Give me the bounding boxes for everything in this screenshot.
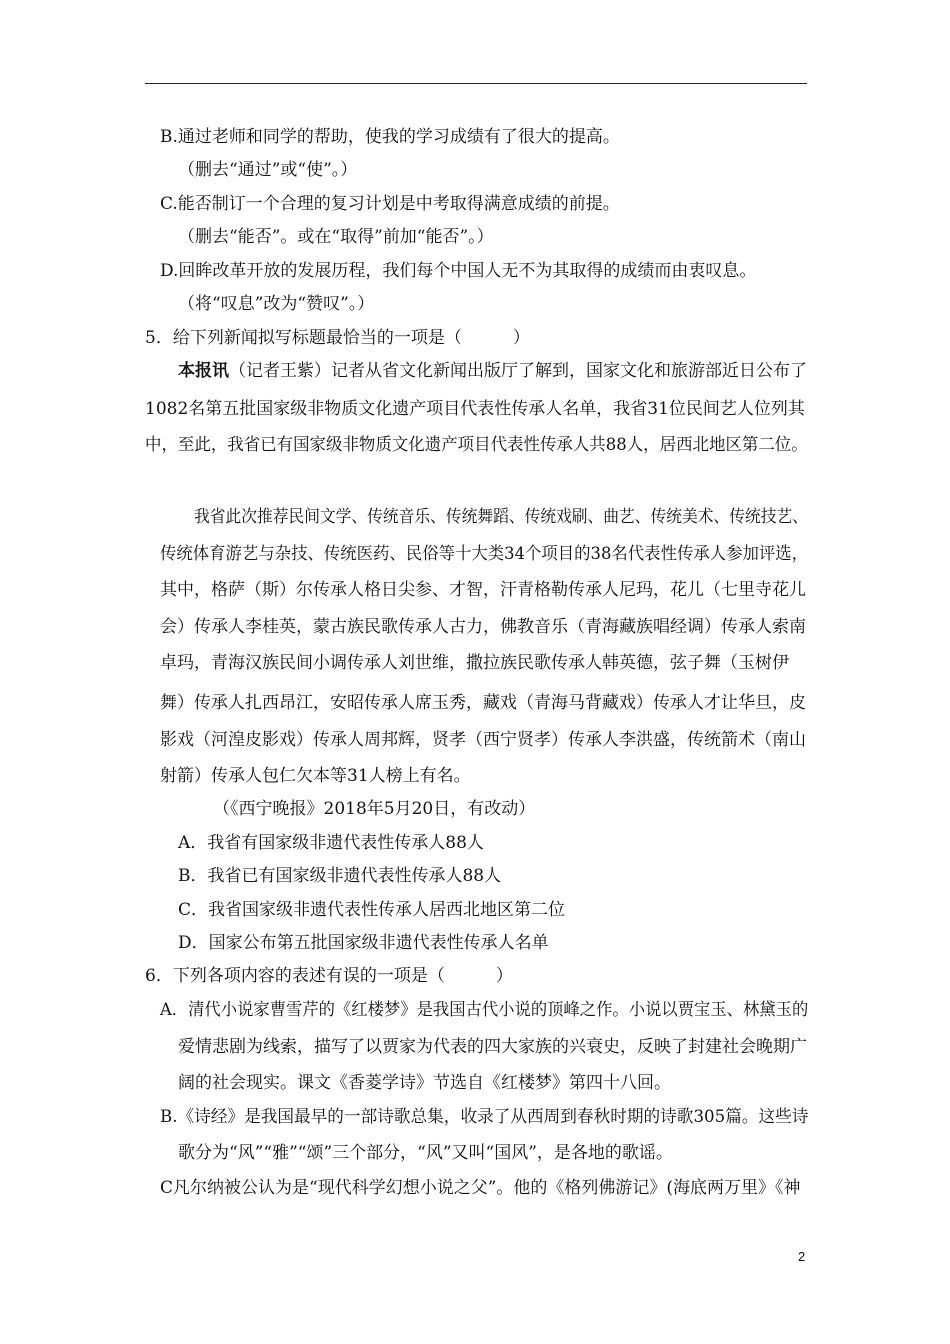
q6-option-a-line-2: 爱情悲剧为线索，描写了以贾家为代表的四大家族的兴衰史，反映了封建社会晚期广	[178, 1037, 807, 1057]
option-c-line: C.能否制订一个合理的复习计划是中考取得满意成绩的前提。	[160, 194, 620, 214]
lead-text: （记者王紫）记者从省文化新闻出版厅了解到，国家文化和旅游部近日公布了	[229, 361, 807, 381]
q5-option-b: B．我省已有国家级非遗代表性传承人88人	[178, 866, 502, 886]
question-5: 5．给下列新闻拟写标题最恰当的一项是（ ）	[145, 328, 530, 348]
news-body-line-3: 其中，格萨（斯）尔传承人格日尖参、才智，汗青格勒传承人尼玛，花儿（七里寺花儿	[160, 580, 806, 600]
q6-option-b-line-1: B.《诗经》是我国最早的一部诗歌总集，收录了从西周到春秋时期的诗歌305篇。这些诗	[160, 1107, 809, 1127]
news-body-line-7: 影戏（河湟皮影戏）传承人周邦辉，贤孝（西宁贤孝）传承人李洪盛，传统箭术（南山	[160, 730, 806, 750]
news-lead-line-1	[178, 359, 807, 383]
news-lead-line-2: 1082名第五批国家级非物质文化遗产项目代表性传承人名单，我省31位民间艺人位列其	[145, 399, 805, 419]
option-d-line: D.回眸改革开放的发展历程，我们每个中国人无不为其取得的成绩而由衷叹息。	[160, 261, 757, 281]
q6-option-a-line-3: 阔的社会现实。课文《香菱学诗》节选自《红楼梦》第四十八回。	[178, 1073, 671, 1093]
q6-option-c-line-1: C凡尔纳被公认为是“现代科学幻想小说之父”。他的《格列佛游记》(海底两万里》《神	[160, 1178, 801, 1198]
option-b-line: B.通过老师和同学的帮助，使我的学习成绩有了很大的提高。	[160, 127, 620, 147]
q5-option-a: A．我省有国家级非遗代表性传承人88人	[178, 833, 484, 853]
news-body-line-5: 卓玛，青海汉族民间小调传承人刘世维，撒拉族民歌传承人韩英德，弦子舞（玉树伊	[160, 653, 789, 673]
q6-option-b-line-2: 歌分为“风”“雅”“颂”三个部分，“风”又叫“国风”，是各地的歌谣。	[178, 1143, 673, 1163]
news-body-line-4: 会）传承人李桂英，蒙古族民歌传承人古力，佛教音乐（青海藏族唱经调）传承人索南	[160, 617, 806, 637]
question-6: 6．下列各项内容的表述有误的一项是（ ）	[145, 966, 513, 986]
news-body-line-8: 射箭）传承人包仁欠本等31人榜上有名。	[160, 766, 471, 786]
q5-option-d: D．国家公布第五批国家级非遗代表性传承人名单	[178, 933, 549, 953]
q6-option-a-line-1: A．清代小说家曹雪芹的《红楼梦》是我国古代小说的顶峰之作。小说以贾宝玉、林黛玉的	[160, 1000, 809, 1020]
news-body-line-6: 舞）传承人扎西昂江，安昭传承人席玉秀，藏戏（青海马背藏戏）传承人才让华旦，皮	[160, 693, 806, 713]
news-body-line-2: 传统体育游艺与杂技、传统医药、民俗等十大类34个项目的38名代表性传承人参加评选，	[160, 544, 809, 564]
option-b-note: （删去“通过”或“使”。）	[178, 160, 358, 180]
option-c-note: （删去“能否”。或在“取得”前加“能否”。）	[178, 227, 494, 247]
lead-bold-label: 本报讯	[178, 361, 229, 381]
q5-option-c: C．我省国家级非遗代表性传承人居西北地区第二位	[178, 900, 566, 920]
news-body-line-1: 我省此次推荐民间文学、传统音乐、传统舞蹈、传统戏刷、曲艺、传统美术、传统技艺、	[194, 507, 808, 527]
news-source: （《西宁晚报》2018年5月20日，有改动）	[213, 799, 536, 819]
option-d-note: （将“叹息”改为“赞叹”。）	[178, 294, 375, 314]
page-number: 2	[798, 1249, 806, 1264]
news-lead-line-3: 中，至此，我省已有国家级非物质文化遗产项目代表性传承人共88人，居西北地区第二位。	[145, 435, 808, 455]
header-rule	[145, 83, 807, 84]
